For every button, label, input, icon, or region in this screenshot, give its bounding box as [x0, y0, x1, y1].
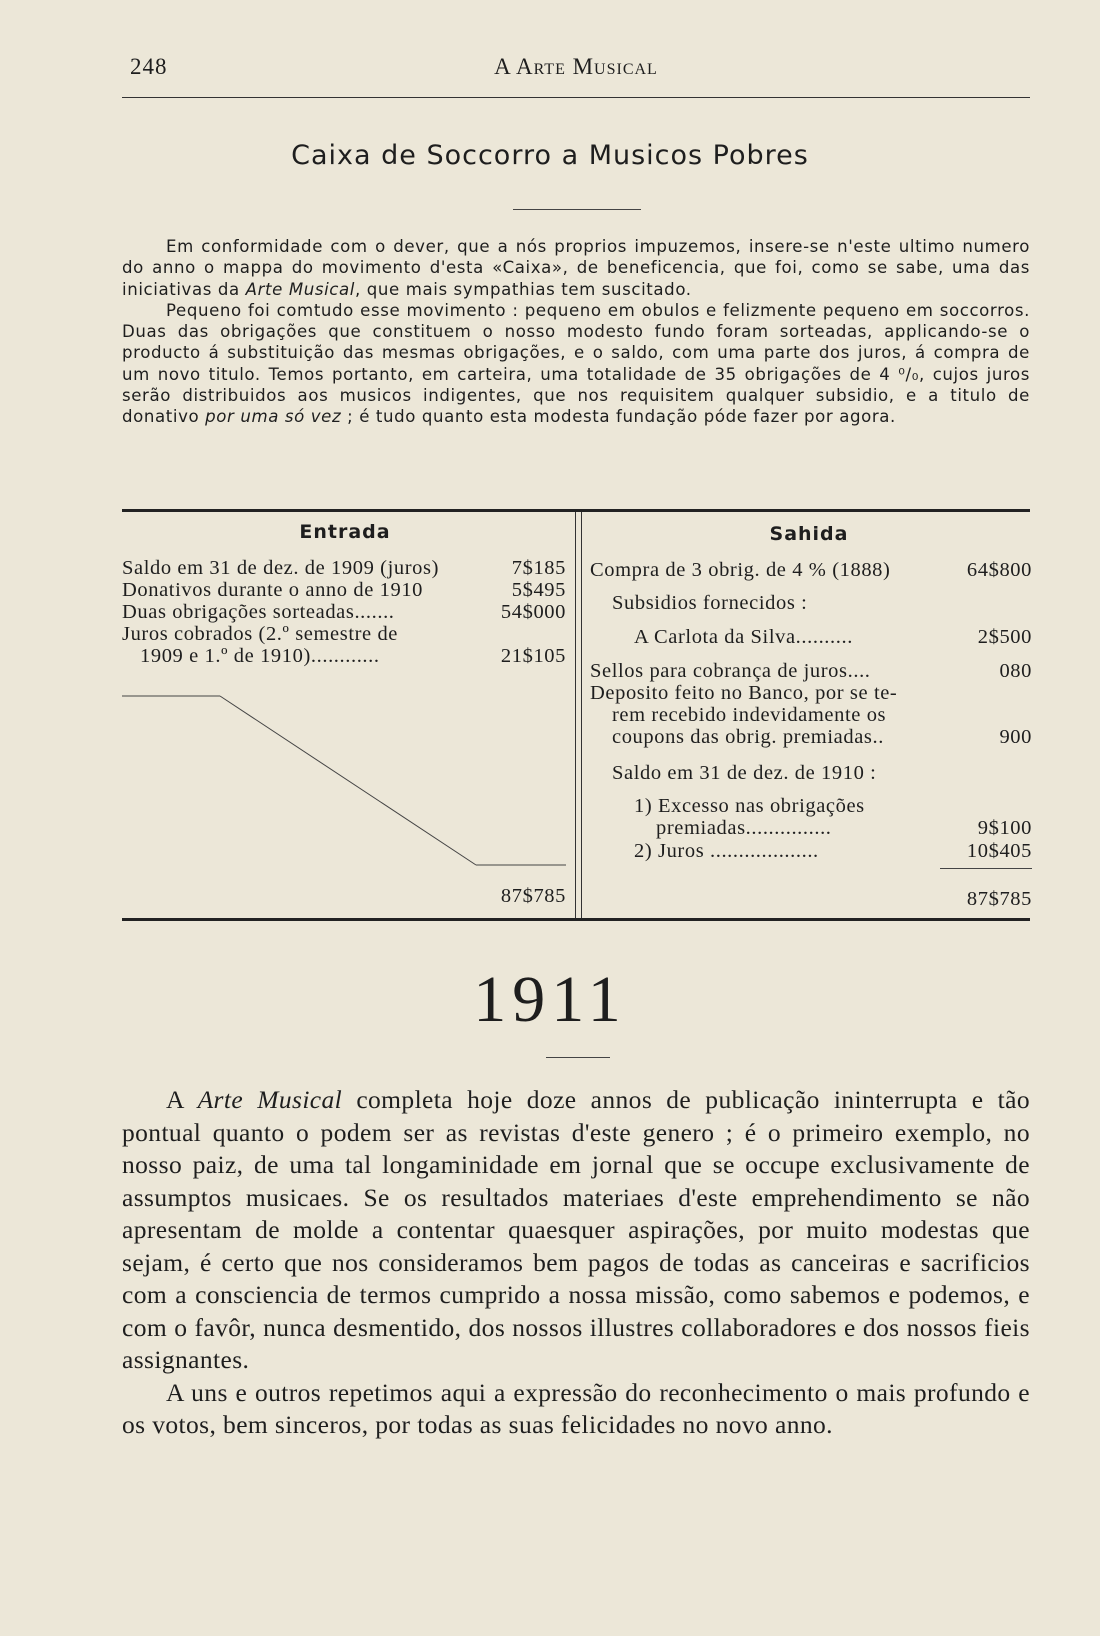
intro-text [122, 236, 1030, 428]
sahida-total: 87$785 [966, 888, 1032, 910]
article-title: Caixa de Soccorro a Musicos Pobres [291, 140, 809, 171]
year-divider [546, 1057, 610, 1058]
entrada-row: Duas obrigações sorteadas....... 54$000 [122, 601, 566, 623]
entrada-heading: Entrada [299, 521, 391, 543]
sahida-row: coupons das obrig. premiadas.. 900 [612, 726, 1032, 748]
entrada-row: 1909 e 1.º de 1910)............ 21$105 [140, 645, 566, 667]
title-divider [513, 209, 641, 210]
body-paragraph-2: A uns e outros repetimos aqui a expressão do reconhecimento o mais profundo e os votos, bem sinceros, por todas as suas felicidades no novo anno. [122, 1377, 1030, 1439]
sahida-row: Compra de 3 obrig. de 4 % (1888) 64$800 [590, 559, 1032, 581]
sahida-total-rule [940, 868, 1032, 869]
body-paragraph-1: A Arte Musical completa hoje doze annos de publicação ininterrupta e tão pontual quanto o podem ser as revistas d'este genero ; é o primeiro exemplo, no nosso paiz, de uma tal longaminidade em jornal que se occupe exclusivamente de assumptos musicaes. Se os resultados materiaes d'este emprehendimento se não apresentam de molde a contentar quaesquer aspirações, por muito modestas que sejam, é certo que nos consideramos bem pagos de todas as canceiras e sacrificios com a consciencia de termos cumprido a nossa missão, como sabemos e podemos, e com o favôr, nunca desmentido, dos nossos illustres collaboradores e dos nossos fieis assignantes. [122, 1085, 1030, 1374]
sahida-row: 1) Excesso nas obrigações [634, 795, 865, 817]
ledger-divider-right [581, 512, 582, 918]
intro-paragraph-2: Pequeno foi comtudo esse movimento : pequeno em obulos e felizmente pequeno em soccorros. Duas das obrigações que constituem o nosso modesto fundo foram sorteadas, applicando-se o producto á substituição das mesmas obrigações, e o saldo, com uma parte dos juros, á compra de um novo titulo. Temos portanto, em carteira, uma totalidade de 35 obrigações de 4 ⁰/₀, cujos juros serão distribuidos aos musicos indigentes, que nos requisitem qualquer subsidio, e a titulo de donativo por uma só vez ; é tudo quanto esta modesta fundação póde fazer por agora. [122, 300, 1030, 427]
section-year-heading: 1911 [473, 963, 627, 1036]
sahida-row: A Carlota da Silva.......... 2$500 [634, 626, 1032, 648]
ledger-divider-left [575, 512, 576, 918]
intro-paragraph-1: Em conformidade com o dever, que a nós proprios impuzemos, insere-se n'este ultimo numero do anno o mappa do movimento d'esta «Caixa», de beneficencia, que foi, como se sabe, uma das iniciativas da Arte Musical, que mais sympathias tem suscitado. [122, 237, 1030, 299]
sahida-row: premiadas............... 9$100 [656, 817, 1032, 839]
sahida-row: 2) Juros ................... 10$405 [634, 840, 1032, 862]
page-number: 248 [130, 54, 168, 79]
sahida-heading: Sahida [769, 523, 849, 545]
header-rule [122, 97, 1030, 98]
sahida-row: Subsidios fornecidos : [612, 592, 808, 614]
filler-lines [120, 690, 570, 875]
page-header [122, 48, 1030, 88]
running-title: A Arte Musical [494, 54, 658, 79]
entrada-row: Saldo em 31 de dez. de 1909 (juros) 7$185 [122, 557, 566, 579]
entrada-row: Juros cobrados (2.º semestre de [122, 623, 399, 645]
entrada-total: 87$785 [500, 885, 566, 907]
sahida-row: Deposito feito no Banco, por se te- [590, 682, 898, 704]
ledger-bottom-rule [122, 918, 1030, 921]
ledger-top-rule [122, 509, 1030, 512]
sahida-row: Saldo em 31 de dez. de 1910 : [612, 762, 877, 784]
entrada-row: Donativos durante o anno de 1910 5$495 [122, 579, 566, 601]
sahida-row: rem recebido indevidamente os [612, 704, 887, 726]
section-body [122, 1084, 1030, 1442]
sahida-row: Sellos para cobrança de juros.... 080 [590, 660, 1032, 682]
